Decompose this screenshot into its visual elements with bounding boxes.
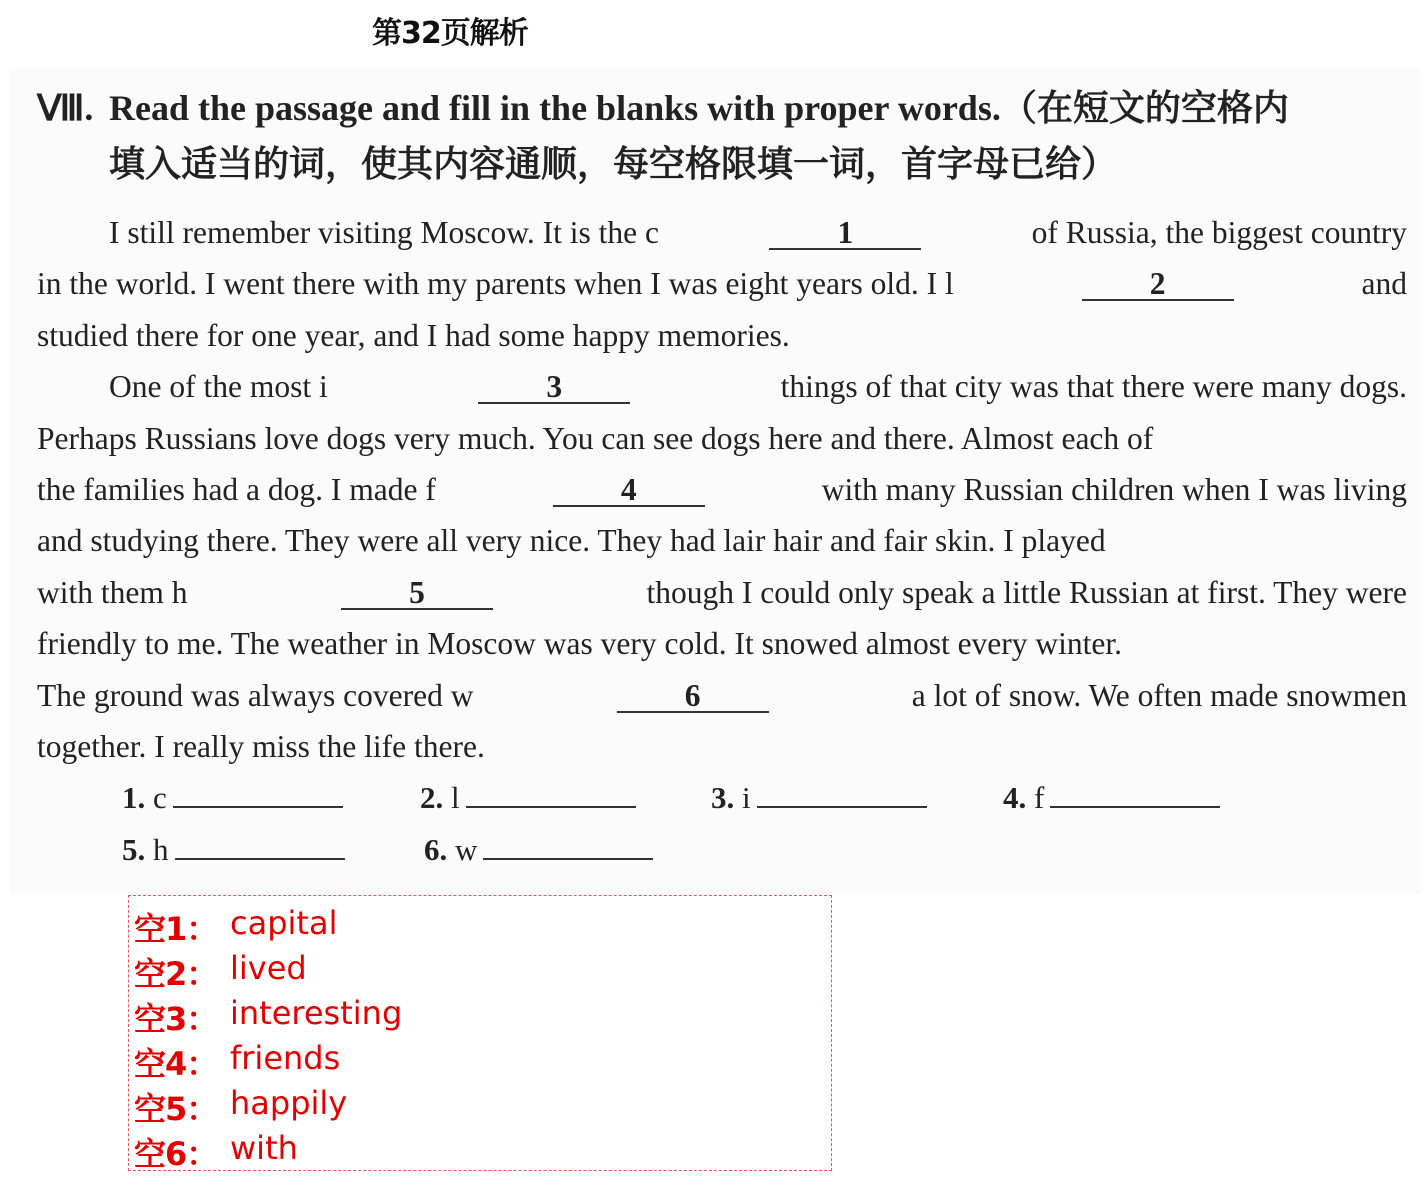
- passage-text: with many Russian children when I was living: [821, 471, 1407, 507]
- answer-6: 空6： with: [134, 1129, 298, 1173]
- passage-line: [37, 310, 1407, 361]
- blank-3: 3: [478, 372, 630, 404]
- passage-text: together. I really miss the life there.: [37, 728, 485, 764]
- passage-text: friendly to me. The weather in Moscow was very cold. It snowed almost every winter.: [37, 626, 1123, 662]
- passage-text: I still remember visiting Moscow. It is the c: [109, 215, 659, 250]
- passage-line: [37, 361, 1407, 412]
- page-title: 第32页解析: [372, 16, 528, 51]
- blank-item: 4. f: [1003, 780, 1220, 816]
- passage-line: [37, 618, 1407, 669]
- blank-2: 2: [1082, 269, 1234, 301]
- passage: [37, 207, 1407, 772]
- passage-text: Perhaps Russians love dogs very much. You can see dogs here and there. Almost each of: [37, 420, 1154, 456]
- passage-line: [37, 567, 1407, 618]
- passage-text: and: [1361, 266, 1407, 302]
- passage-text: with them h: [37, 574, 188, 610]
- blank-item: 5. h: [122, 832, 345, 868]
- passage-text: One of the most i: [109, 369, 328, 405]
- passage-line: [37, 515, 1407, 566]
- answer-1: 空1： capital: [134, 904, 338, 948]
- answer-3: 空3： interesting: [134, 994, 403, 1038]
- instruction-cn-1: （在短文的空格内: [1000, 88, 1289, 128]
- passage-line: [37, 721, 1407, 772]
- passage-line: [37, 464, 1407, 515]
- section-number: Ⅷ.: [37, 88, 94, 128]
- blank-item: 3. i: [711, 780, 927, 816]
- passage-text: the families had a dog. I made f: [37, 471, 436, 507]
- blank-item: 6. w: [424, 832, 653, 868]
- blank-item: 1. c: [122, 780, 343, 816]
- passage-text: a lot of snow. We often made snowmen: [911, 677, 1407, 713]
- passage-text: though I could only speak a little Russian at first. They were: [646, 574, 1407, 610]
- passage-line: [37, 670, 1407, 721]
- blank-4: 4: [553, 475, 705, 507]
- passage-line: [37, 258, 1407, 309]
- answer-5: 空5： happily: [134, 1084, 348, 1128]
- passage-text: of Russia, the biggest country: [1031, 215, 1407, 250]
- passage-line: [37, 207, 1407, 258]
- passage-line: [37, 413, 1407, 464]
- instruction-en: Read the passage and fill in the blanks with proper words.: [109, 88, 1001, 128]
- passage-text: things of that city was that there were many dogs.: [780, 369, 1407, 405]
- answer-4: 空4： friends: [134, 1039, 341, 1083]
- passage-text: and studying there. They were all very nice. They had lair hair and fair skin. I played: [37, 523, 1106, 559]
- instruction-cn-2: 填入适当的词，使其内容通顺，每空格限填一词，首字母已给）: [109, 144, 1118, 184]
- answer-box: [128, 895, 832, 1171]
- passage-text: in the world. I went there with my parents when I was eight years old. I l: [37, 266, 954, 302]
- passage-text: studied there for one year, and I had some happy memories.: [37, 317, 790, 353]
- passage-text: The ground was always covered w: [37, 677, 474, 713]
- blank-1: 1: [769, 218, 921, 250]
- blank-6: 6: [617, 681, 769, 713]
- blank-5: 5: [341, 578, 493, 610]
- answer-2: 空2： lived: [134, 949, 307, 993]
- blank-item: 2. l: [420, 780, 636, 816]
